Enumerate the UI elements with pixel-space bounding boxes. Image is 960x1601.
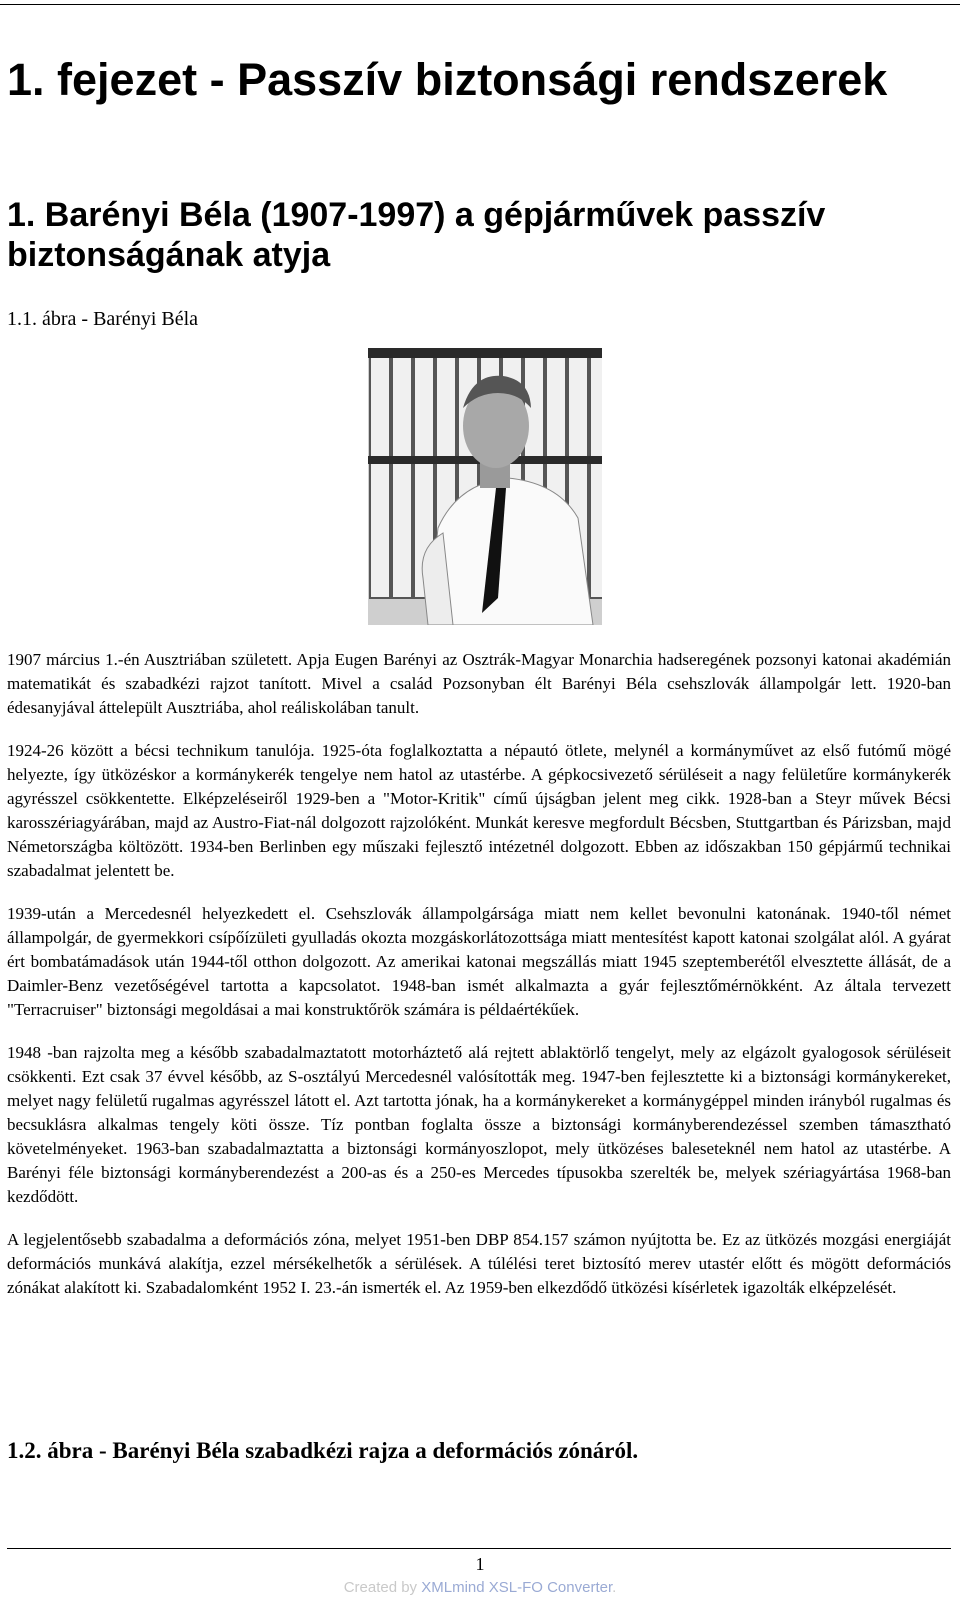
paragraph: 1948 -ban rajzolta meg a később szabadalmaztatott motorháztető alá rejtett ablaktörlő tengelyt, mely az elgázolt gyalogosok sérüléseit csökkenti. Ezt csak 37 évvel később, az S-osztályú Mercedesnél valósították meg. 1947-ben fejlesztette ki a biztonsági kormánykereket, melyet nagy felületű rugalmas agyrésszel látott el. Azt tartotta jónak, ha a kormánykereket a kormánygéppel minden irányból rugalmas és becsuklásra alkalmas tengely köti össze. Tíz pontban foglalta össze a biztonsági kormányberendezéssel szemben támasztható követelményeket. 1963-ban szabadalmaztatta a biztonsági kormányoszlopot, mely ütközéses baleseteknél nem hatol az utastérbe. A Barényi féle biztonsági kormányberendezést a 200-as és a 250-es Mercedes típusokba szerelték be, melyek szériagyártása 1968-ban kezdődött. [7, 1043, 951, 1206]
paragraph: A legjelentősebb szabadalma a deformációs zóna, melyet 1951-ben DBP 854.157 számon nyújtotta be. Ez az ütközés mozgási energiáját deformációs munkává alakítja, ezzel mérsékelhetők a sérülések. A túlélési teret biztosító merev utastér előtt és mögött deformációs zónákat alakított ki. Szabadalomként 1952 I. 23.-án ismerték el. Az 1959-ben elkezdődő ütközési kísérletek igazolták elképzelését. [7, 1230, 951, 1297]
paragraph: 1939-után a Mercedesnél helyezkedett el. Csehszlovák állampolgársága miatt nem kellet bevonulni katonának. 1940-től német állampolgár, de gyermekkori csípőízületi gyulladás okozta mozgáskorlátozottsága miatt mentesítést kapott katonai szolgálat alól. A gyárat ért bombatámadások után 1944-től otthon dolgozott. Az amerikai katonai megszállás miatt 1945 szeptemberétől elvesztette állását, de a Daimler-Benz vezetőségével tartotta a kapcsolatot. 1948-ban ismét alkalmazta a gyár fejlesztőmérnökként. Az általa tervezett "Terracruiser" biztonsági megoldásai a mai konstruktőrök számára is példaértékűek. [7, 904, 951, 1019]
credit-suffix: . [612, 1579, 617, 1596]
credit-prefix: Created by [343, 1579, 422, 1596]
body-text [7, 648, 951, 1319]
footer-rule [7, 1548, 951, 1549]
converter-credit [0, 1578, 960, 1598]
paragraph: 1907 március 1.-én Ausztriában született. Apja Eugen Barényi az Osztrák-Magyar Monarchia hadseregének pozsonyi katonai akadémián matematikát és szabadkézi rajzot tanított. Mivel a család Pozsonyban élt Barényi Béla csehszlovák állampolgár lett. 1920-ban édesanyjával áttelepült Ausztriába, ahol reáliskolában tanult. [7, 650, 951, 717]
top-rule [0, 4, 960, 5]
page-number: 1 [475, 1554, 485, 1574]
figure-caption-2: 1.2. ábra - Barényi Béla szabadkézi rajza a deformációs zónáról. [7, 1438, 639, 1463]
section-title: 1. Barényi Béla (1907-1997) a gépjárművek passzív biztonságának atyja [7, 196, 826, 274]
portrait-photo [368, 348, 602, 625]
chapter-title: 1. fejezet - Passzív biztonsági rendszerek [7, 54, 888, 105]
figure-caption-1: 1.1. ábra - Barényi Béla [7, 308, 199, 330]
credit-link[interactable]: XMLmind XSL-FO Converter [421, 1579, 613, 1596]
paragraph: 1924-26 között a bécsi technikum tanulója. 1925-óta foglalkoztatta a népautó ötlete, melynél a kormányművet az első futómű mögé helyezte, így ütközéskor a kormánykerék tengelye nem hatol az utastérbe. A gépkocsivezető sérüléseit a nagy felületűre kormánykerék agyrésszel csökkentette. Elképzeléseiről 1929-ben a "Motor-Kritik" című újságban jelent meg cikk. 1928-ban a Steyr művek Bécsi karosszériagyárában, majd az Austro-Fiat-nál dolgozott rajzolóként. Munkát keresve megfordult Bécsben, Stuttgartban és Párizsban, majd Németországba költözött. 1934-ben Berlinben egy műszaki fejlesztő intézetnél dolgozott. Ebben az időszakban 150 gépjármű technikai szabadalmat jelentett be. [7, 741, 951, 880]
